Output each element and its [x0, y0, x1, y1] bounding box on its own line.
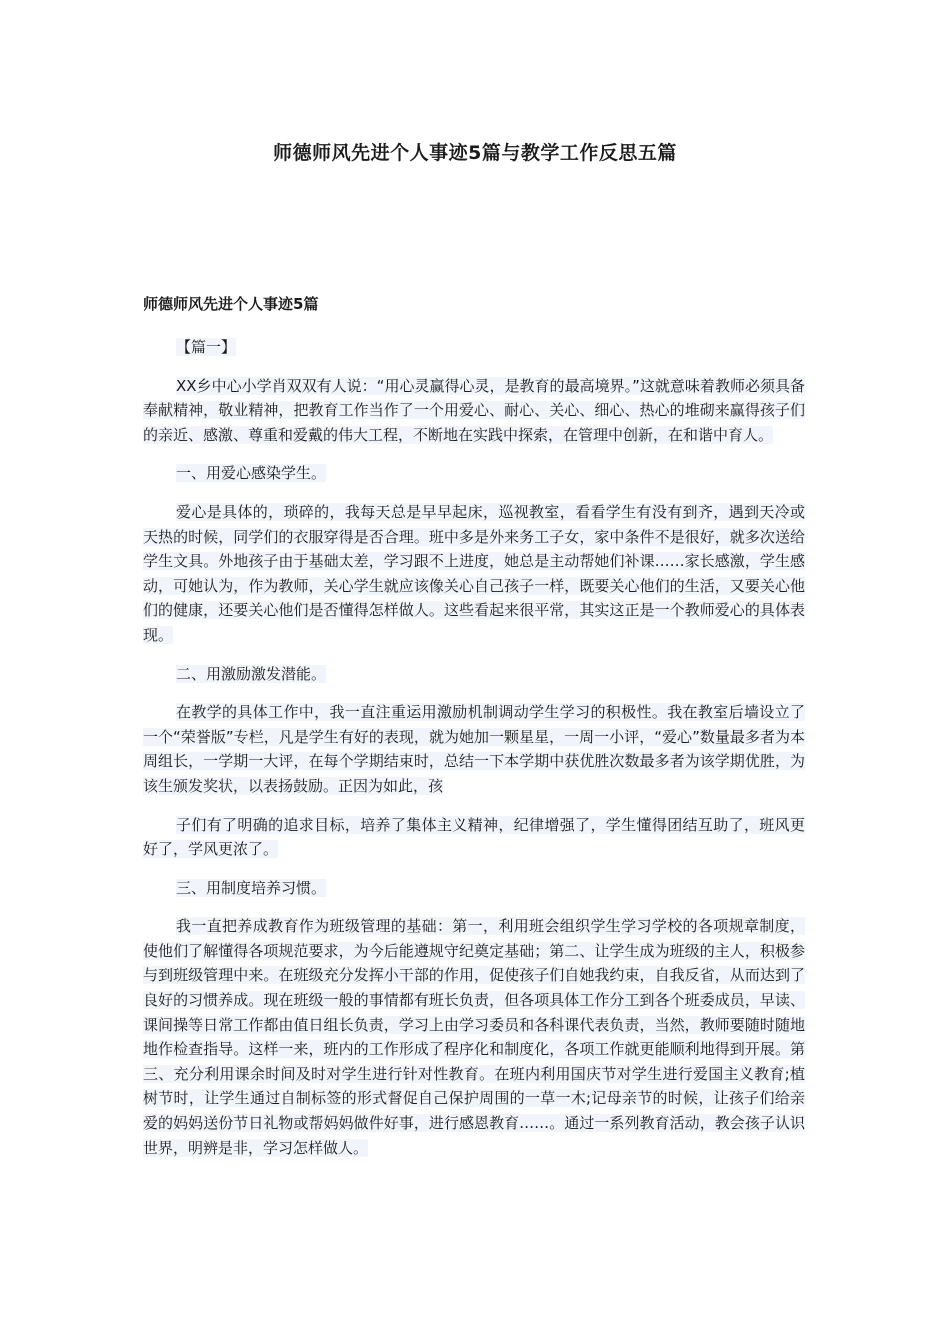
- document-title: 师德师风先进个人事迹5篇与教学工作反思五篇: [273, 142, 677, 164]
- part-label: [143, 335, 805, 360]
- part-label-text: 【篇一】: [176, 338, 237, 356]
- paragraph-text: 子们有了明确的追求目标，培养了集体主义精神，纪律增强了，学生懂得团结互助了，班风更好了，学风更浓了。: [143, 815, 805, 859]
- paragraph-text: 在教学的具体工作中，我一直注重运用激励机制调动学生学习的积极性。我在教室后墙设立了一个“荣誉版”专栏，凡是学生有好的表现，就为她加一颗星星，一周一小评，“爱心”数量最多者为本周组长，一学期一大评，在每个学期结束时，总结一下本学期中获优胜次数最多者为该学期优胜，为该生颁发奖状，以表扬鼓励。正因为如此，孩: [143, 703, 805, 795]
- paragraph-text: 我一直把养成教育作为班级管理的基础：第一，利用班会组织学生学习学校的各项规章制度，使他们了解懂得各项规范要求，为今后能遵规守纪奠定基础；第二、让学生成为班级的主人，积极参与到班级管理中来。在班级充分发挥小干部的作用，促使孩子们自她我约束，自我反省，从而达到了良好的习惯养成。现在班级一般的事情都有班长负责，但各项具体工作分工到各个班委成员，早读、课间操等日常工作都由值日组长负责，学习上由学习委员和各科课代表负责，当然，教师要随时随地地作检查指导。这样一来，班内的工作形成了程序化和制度化，各项工作就更能顺利地得到开展。第三、充分利用课余时间及时对学生进行针对性教育。在班内利用国庆节对学生进行爱国主义教育;植树节时，让学生通过自制标签的形式督促自己保护周围的一草一木;记母亲节的时候，让孩子们给亲爱的妈妈送份节日礼物或帮妈妈做件好事，进行感恩教育……。通过一系列教育活动，教会孩子认识世界，明辨是非，学习怎样做人。: [143, 917, 805, 1157]
- paragraph-love: [143, 500, 805, 648]
- paragraph-text: 爱心是具体的，琐碎的，我每天总是早早起床，巡视教室，看看学生有没有到齐，遇到天冷或天热的时候，同学们的衣服穿得是否合理。班中多是外来务工子女，家中条件不是很好，就多次送给学生文具。外地孩子由于基础太差，学习跟不上进度，她总是主动帮她们补课……家长感激，学生感动，可她认为，作为教师，关心学生就应该像关心自己孩子一样，既要关心他们的生活，又要关心他们的健康，还要关心他们是否懂得怎样做人。这些看起来很平常，其实这正是一个教师爱心的具体表现。: [143, 502, 805, 644]
- subheading-habits: [143, 876, 805, 901]
- paragraph-intro: [143, 374, 805, 448]
- paragraph-motivation-cont: [143, 813, 805, 862]
- document-body: [143, 292, 805, 1174]
- paragraph-motivation: [143, 700, 805, 798]
- subheading-text: 二、用激励激发潜能。: [176, 664, 327, 683]
- paragraph-text: XX乡中心小学肖双双有人说：“用心灵赢得心灵，是教育的最高境界。”这就意味着教师必须具备奉献精神，敬业精神，把教育工作当作了一个用爱心、耐心、关心、细心、热心的堆砌来赢得孩子们的亲近、感激、尊重和爱戴的伟大工程，不断地在实践中探索，在管理中创新，在和谐中育人。: [143, 376, 805, 444]
- subheading-text: 一、用爱心感染学生。: [176, 464, 327, 483]
- section-heading: 师德师风先进个人事迹5篇: [143, 295, 319, 313]
- paragraph-habits: [143, 914, 805, 1160]
- subheading-love: [143, 461, 805, 486]
- subheading-text: 三、用制度培养习惯。: [176, 878, 327, 897]
- subheading-motivation: [143, 662, 805, 687]
